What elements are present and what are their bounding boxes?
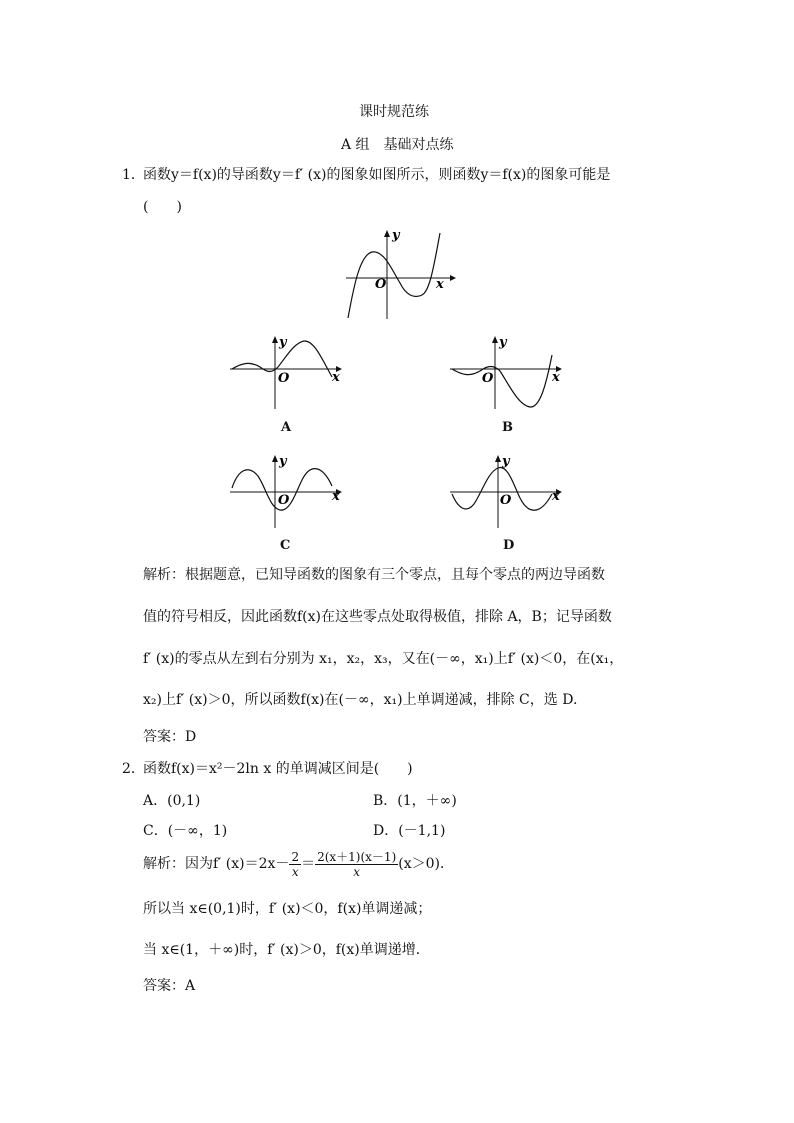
x-axis-label: x — [332, 370, 340, 385]
q2-analysis-line-2: 所以当 x∈(0,1)时，f′ (x)＜0，f(x)单调递减； — [143, 901, 432, 917]
x-axis-label: x — [552, 370, 560, 385]
y-axis-label: y — [502, 454, 510, 469]
equals-sign: ＝ — [301, 856, 316, 872]
option-a-graph — [228, 333, 348, 413]
x-axis-label: x — [436, 277, 444, 292]
fraction-factored — [315, 850, 398, 879]
q2-analysis-line-3: 当 x∈(1，＋∞)时，f′ (x)＞0，f(x)单调递增． — [143, 942, 430, 958]
q1-stem: 函数y＝f(x)的导函数y＝f′ (x)的图象如图所示，则函数y＝f(x)的图象可能是 — [143, 167, 611, 183]
q2-option-b: B．(1，＋∞) — [373, 793, 457, 809]
option-c-label: C — [280, 538, 291, 553]
option-d-graph — [448, 452, 568, 532]
origin-label: O — [375, 277, 387, 292]
q1-analysis-line-2: 值的符号相反，因此函数f(x)在这些零点处取得极值，排除 A，B；记导函数 — [143, 609, 612, 625]
q2-option-c: C．(－∞，1) — [143, 823, 228, 839]
fraction-denominator: x — [353, 864, 361, 879]
y-axis-label: y — [499, 335, 507, 350]
fraction-numerator: 2(x＋1)(x－1) — [317, 849, 397, 864]
option-d-label: D — [503, 538, 515, 553]
section-subtitle: A 组 基础对点练 — [341, 137, 454, 153]
x-axis-label: x — [552, 489, 560, 504]
q2-answer: 答案：A — [143, 978, 196, 994]
q2-stem: 函数f(x)＝x²－2ln x 的单调减区间是( ) — [143, 761, 413, 777]
derivative-graph — [340, 225, 460, 320]
option-c-graph — [228, 452, 348, 532]
page-title: 课时规范练 — [359, 104, 429, 120]
fraction-2-over-x — [289, 850, 301, 879]
fraction-numerator: 2 — [291, 849, 300, 864]
q2-analysis-prefix: 解析：因为f′ (x)＝2x－ — [143, 856, 290, 872]
origin-label: O — [500, 493, 512, 508]
option-a-label: A — [281, 420, 292, 435]
q2-option-d: D．(－1,1) — [373, 823, 446, 839]
origin-label: O — [482, 371, 494, 386]
fraction-denominator: x — [291, 864, 299, 879]
q2-analysis-suffix: (x＞0)． — [398, 856, 454, 872]
option-b-graph — [448, 333, 568, 413]
y-axis-label: y — [392, 228, 400, 243]
origin-label: O — [278, 371, 290, 386]
q1-answer: 答案：D — [143, 729, 197, 745]
q1-analysis-line-3: f′ (x)的零点从左到右分别为 x₁，x₂，x₃，又在(－∞，x₁)上f′ (x)＜0，在(x₁， — [143, 651, 624, 667]
q1-number: 1． — [122, 167, 145, 183]
q1-blank: ( ) — [143, 199, 182, 215]
q2-option-a: A．(0,1) — [143, 793, 201, 809]
y-axis-label: y — [279, 335, 287, 350]
option-b-label: B — [502, 420, 513, 435]
x-axis-label: x — [332, 489, 340, 504]
q2-analysis-line-1 — [143, 846, 454, 882]
origin-label: O — [278, 493, 290, 508]
q1-analysis-line-4: x₂)上f′ (x)＞0，所以函数f(x)在(－∞，x₁)上单调递减，排除 C，选 D. — [143, 692, 578, 708]
q2-number: 2． — [122, 761, 145, 777]
q1-analysis-line-1: 解析：根据题意，已知导函数的图象有三个零点，且每个零点的两边导函数 — [143, 567, 605, 583]
y-axis-label: y — [279, 454, 287, 469]
